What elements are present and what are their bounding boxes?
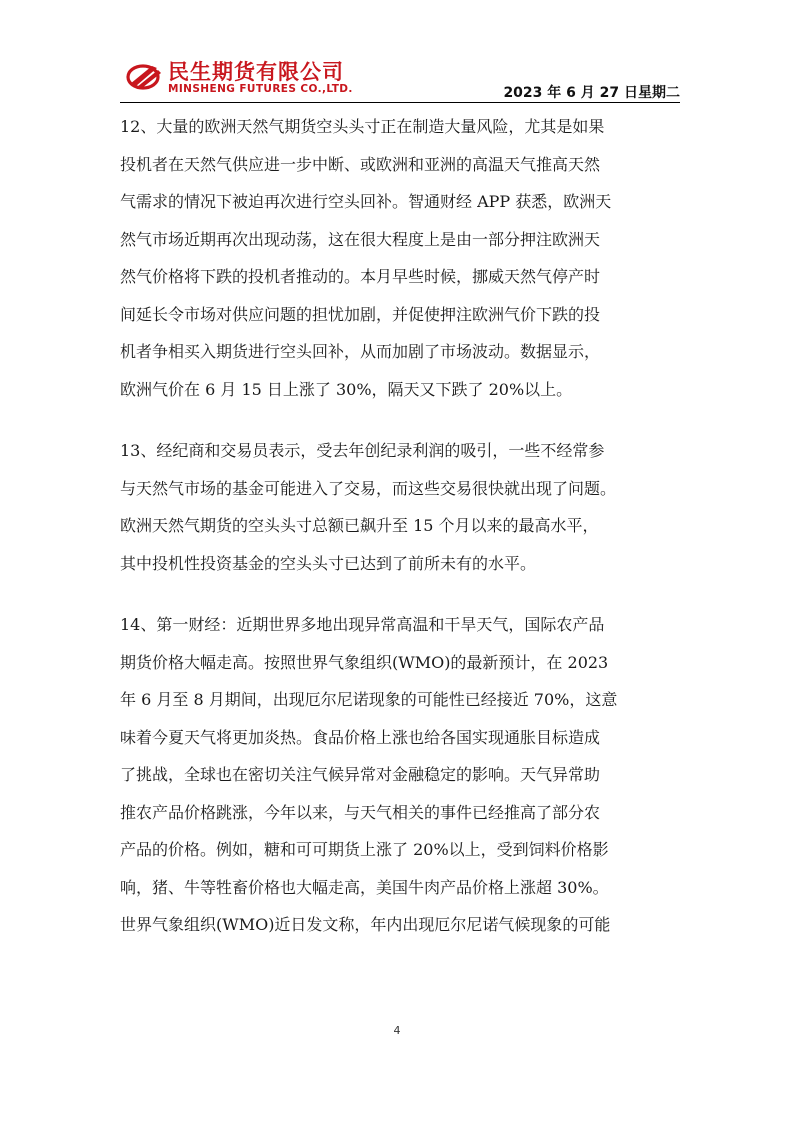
text-line: 响，猪、牛等牲畜价格也大幅走高，美国牛肉产品价格上涨超 30%。 [120, 877, 609, 897]
header-divider [120, 102, 680, 103]
text-line: 然气价格将下跌的投机者推动的。本月早些时候，挪威天然气停产时 [120, 267, 601, 286]
text-line: 世界气象组织(WMO)近日发文称，年内出现厄尔尼诺气候现象的可能 [120, 915, 611, 934]
text-line: 气需求的情况下被迫再次进行空头回补。智通财经 APP 获悉，欧洲天 [120, 192, 612, 211]
text-line: 其中投机性投资基金的空头头寸已达到了前所未有的水平。 [120, 553, 537, 573]
text-line: 投机者在天然气供应进一步中断、或欧洲和亚洲的高温天气推高天然 [120, 154, 601, 174]
text-line: 推农产品价格跳涨，今年以来，与天气相关的事件已经推高了部分农 [120, 802, 601, 822]
text-line: 12、大量的欧洲天然气期货空头头寸正在制造大量风险，尤其是如果 [120, 117, 605, 136]
text-line: 欧洲气价在 6 月 15 日上涨了 30%，隔天又下跌了 20%以上。 [120, 379, 573, 399]
report-date: 2023 年 6 月 27 日星期二 [503, 85, 680, 101]
text-line: 14、第一财经：近期世界多地出现异常高温和干旱天气，国际农产品 [120, 615, 605, 634]
page-header [120, 54, 680, 104]
text-line: 间延长令市场对供应问题的担忧加剧，并促使押注欧洲气价下跌的投 [120, 304, 601, 324]
text-line: 机者争相买入期货进行空头回补，从而加剧了市场波动。数据显示， [120, 342, 601, 361]
text-line: 与天然气市场的基金可能进入了交易，而这些交易很快就出现了问题。 [120, 478, 617, 498]
paragraph-14 [120, 606, 682, 944]
page-number: 4 [393, 1024, 401, 1037]
text-line: 年 6 月至 8 月期间，出现厄尔尼诺现象的可能性已经接近 70%，这意 [120, 690, 618, 709]
text-line: 13、经纪商和交易员表示，受去年创纪录利润的吸引，一些不经常参 [120, 441, 605, 460]
article-body [120, 108, 682, 968]
text-line: 欧洲天然气期货的空头头寸总额已飙升至 15 个月以来的最高水平， [120, 516, 599, 535]
company-logo [120, 54, 380, 100]
text-line: 了挑战，全球也在密切关注气候异常对金融稳定的影响。天气异常助 [120, 765, 601, 784]
company-name-cn: 民生期货有限公司 [168, 60, 344, 84]
text-line: 味着今夏天气将更加炎热。食品价格上涨也给各国实现通胀目标造成 [120, 727, 601, 747]
company-name-en: MINSHENG FUTURES CO.,LTD. [168, 83, 353, 95]
wing-logo-icon [126, 62, 162, 90]
text-line: 期货价格大幅走高。按照世界气象组织(WMO)的最新预计，在 2023 [120, 652, 609, 672]
text-line: 产品的价格。例如，糖和可可期货上涨了 20%以上，受到饲料价格影 [120, 840, 609, 859]
paragraph-12 [120, 108, 682, 408]
text-line: 然气市场近期再次出现动荡，这在很大程度上是由一部分押注欧洲天 [120, 229, 601, 249]
paragraph-13 [120, 432, 682, 582]
